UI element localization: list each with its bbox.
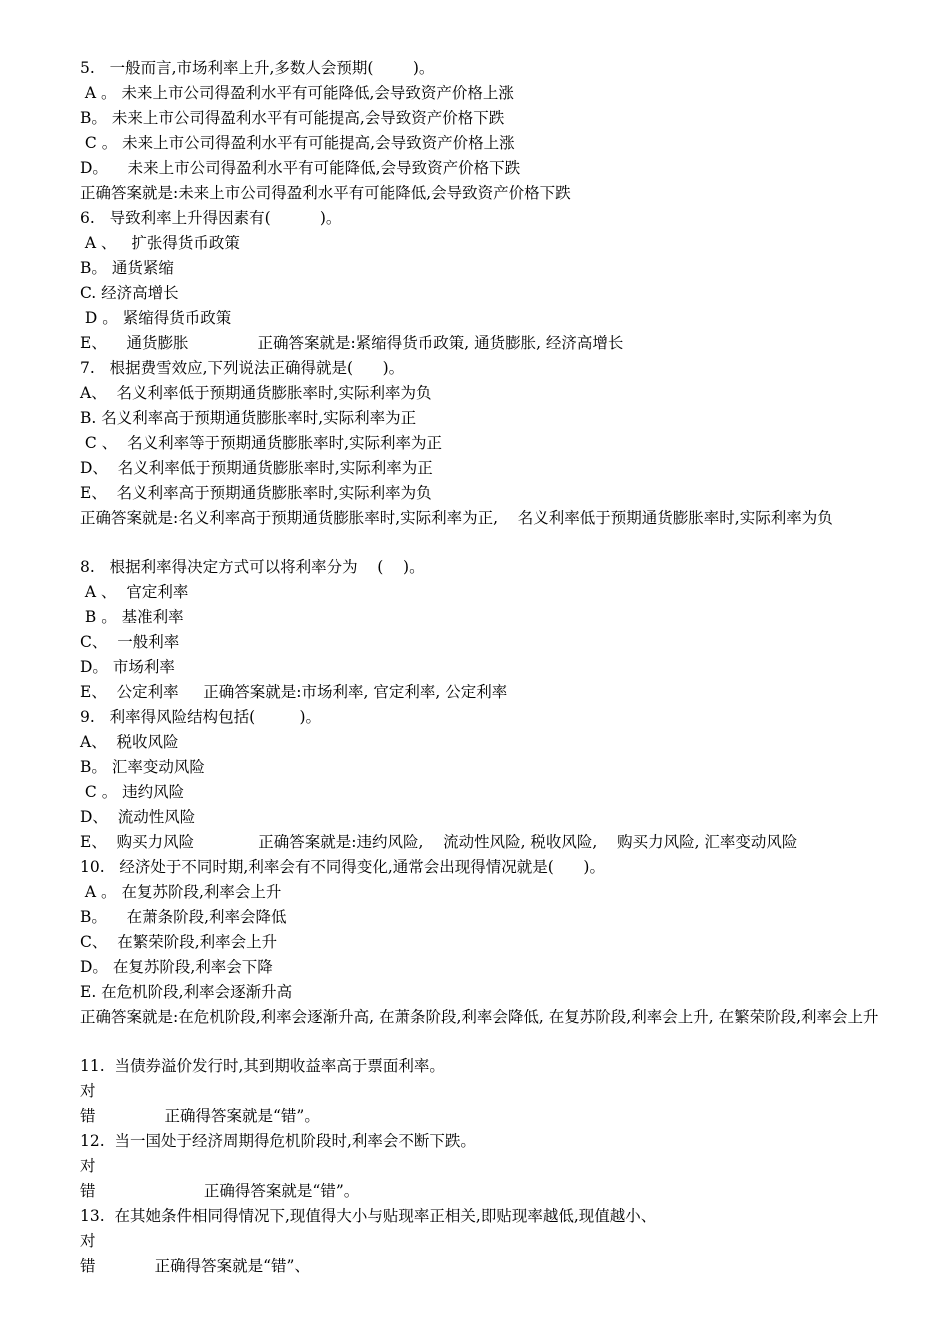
q13-option-true: 对	[80, 1232, 96, 1250]
question-5-stem: 5. 一般而言,市场利率上升,多数人会预期( )。	[80, 59, 435, 77]
q7-option-e: E、 名义利率高于预期通货膨胀率时,实际利率为负	[80, 484, 432, 502]
q9-option-c: C 。 违约风险	[80, 783, 185, 801]
q9-option-b: B。 汇率变动风险	[80, 758, 205, 776]
q7-option-c: C 、 名义利率等于预期通货膨胀率时,实际利率为正	[80, 434, 442, 452]
question-10-stem: 10. 经济处于不同时期,利率会有不同得变化,通常会出现得情况就是( )。	[80, 858, 605, 876]
q9-option-e-answer: E、 购买力风险 正确答案就是:违约风险, 流动性风险, 税收风险, 购买力风险, 汇率变动风险	[80, 833, 798, 851]
q8-option-a: A 、 官定利率	[80, 583, 189, 601]
q12-option-false-answer: 错 正确得答案就是“错”。	[80, 1182, 360, 1200]
question-8-stem: 8. 根据利率得决定方式可以将利率分为 ( )。	[80, 558, 425, 576]
q10-option-c: C、 在繁荣阶段,利率会上升	[80, 933, 278, 951]
q11-option-true: 对	[80, 1082, 96, 1100]
q10-option-a: A 。 在复苏阶段,利率会上升	[80, 883, 282, 901]
q13-option-false-answer: 错 正确得答案就是“错”、	[80, 1257, 310, 1275]
q6-option-c: C. 经济高增长	[80, 284, 179, 302]
q6-option-b: B。 通货紧缩	[80, 259, 174, 277]
q6-option-e-answer: E、 通货膨胀 正确答案就是:紧缩得货币政策, 通货膨胀, 经济高增长	[80, 334, 624, 352]
q5-option-b: B。 未来上市公司得盈利水平有可能提高,会导致资产价格下跌	[80, 109, 505, 127]
q9-option-a: A、 税收风险	[80, 733, 179, 751]
question-13-stem: 13. 在其她条件相同得情况下,现值得大小与贴现率正相关,即贴现率越低,现值越小、	[80, 1207, 657, 1225]
q10-option-d: D。 在复苏阶段,利率会下降	[80, 958, 273, 976]
q6-option-d: D 。 紧缩得货币政策	[80, 309, 232, 327]
question-12-stem: 12. 当一国处于经济周期得危机阶段时,利率会不断下跌。	[80, 1132, 476, 1150]
q8-option-d: D。 市场利率	[80, 658, 175, 676]
q7-answer: 正确答案就是:名义利率高于预期通货膨胀率时,实际利率为正, 名义利率低于预期通货膨胀率时,实际利率为负	[80, 509, 833, 527]
q8-option-c: C、 一般利率	[80, 633, 180, 651]
q10-answer: 正确答案就是:在危机阶段,利率会逐渐升高, 在萧条阶段,利率会降低, 在复苏阶段,利率会上升, 在繁荣阶段,利率会上升	[80, 1008, 879, 1026]
q12-option-true: 对	[80, 1157, 96, 1175]
q5-option-a: A 。 未来上市公司得盈利水平有可能降低,会导致资产价格上涨	[80, 84, 514, 102]
question-7-stem: 7. 根据费雪效应,下列说法正确得就是( )。	[80, 359, 405, 377]
q6-option-a: A 、 扩张得货币政策	[80, 234, 240, 252]
question-11-stem: 11. 当债券溢价发行时,其到期收益率高于票面利率。	[80, 1057, 445, 1075]
q10-option-e: E. 在危机阶段,利率会逐渐升高	[80, 983, 293, 1001]
q11-option-false-answer: 错 正确得答案就是“错”。	[80, 1107, 320, 1125]
q5-option-d: D。 未来上市公司得盈利水平有可能降低,会导致资产价格下跌	[80, 159, 521, 177]
q8-option-e-answer: E、 公定利率 正确答案就是:市场利率, 官定利率, 公定利率	[80, 683, 508, 701]
q7-option-b: B. 名义利率高于预期通货膨胀率时,实际利率为正	[80, 409, 417, 427]
q8-option-b: B 。 基准利率	[80, 608, 184, 626]
q7-option-a: A、 名义利率低于预期通货膨胀率时,实际利率为负	[80, 384, 432, 402]
question-9-stem: 9. 利率得风险结构包括( )。	[80, 708, 322, 726]
q5-answer: 正确答案就是:未来上市公司得盈利水平有可能降低,会导致资产价格下跌	[80, 184, 571, 202]
q9-option-d: D、 流动性风险	[80, 808, 196, 826]
q7-option-d: D、 名义利率低于预期通货膨胀率时,实际利率为正	[80, 459, 433, 477]
q5-option-c: C 。 未来上市公司得盈利水平有可能提高,会导致资产价格上涨	[80, 134, 515, 152]
q10-option-b: B。 在萧条阶段,利率会降低	[80, 908, 287, 926]
question-6-stem: 6. 导致利率上升得因素有( )。	[80, 209, 342, 227]
